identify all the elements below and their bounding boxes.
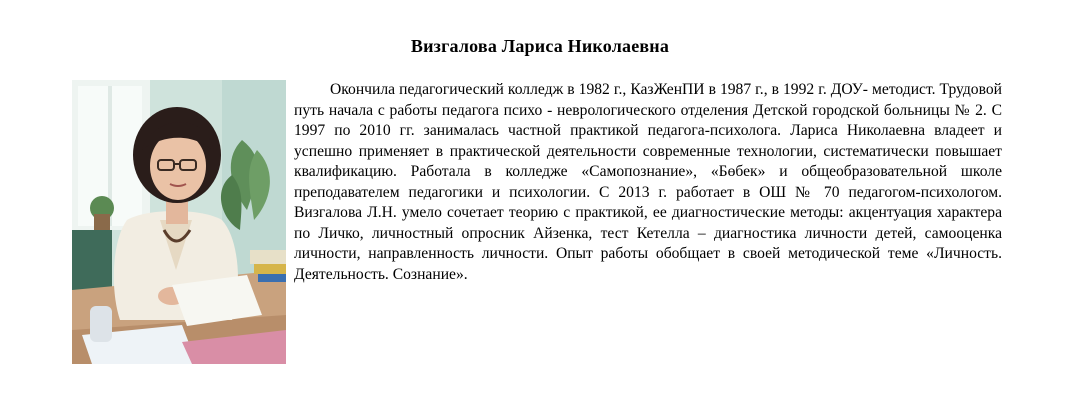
page-title: Визгалова Лариса Николаевна bbox=[410, 36, 670, 56]
portrait-illustration bbox=[72, 80, 286, 364]
biography-text: Окончила педагогический колледж в 1982 г., КазЖенПИ в 1987 г., в 1992 г. ДОУ- методист. Трудовой путь начала с работы педагога психо - неврологического отделения Детской городской больницы № 2. С 1997 по 2010 гг. занималась частной практикой педагога-психолога. Лариса Николаевна владеет и успешно применяет в практической деятельности современные технологии, систематически повышает квалификацию. Работала в колледже «Самопознание», «Бөбек» и общеобразовательной школе преподавателем педагогики и психологии. С 2013 г. работает в ОШ № 70 педагогом-психологом. Визгалова Л.Н. умело сочетает теорию с практикой, ее диагностические методы: акцентуация характера по Личко, личностный опросник Айзенка, тест Кетелла – диагностика личности детей, самооценка личности, направленность личности. Опыт работы обобщает в своей методической теме «Личность. Деятельность. Сознание». bbox=[294, 81, 1002, 283]
portrait-photo bbox=[72, 80, 286, 364]
